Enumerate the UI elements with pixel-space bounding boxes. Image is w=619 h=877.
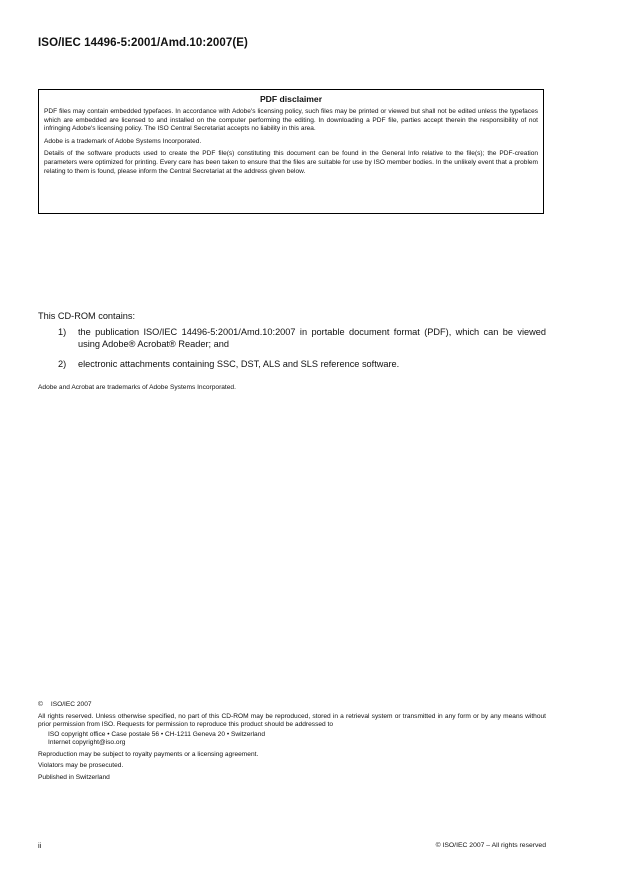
copyright-rights-text: All rights reserved. Unless otherwise specified, no part of this CD-ROM may be reproduced, stored in a retrieval system or transmitted in any form or by any means without prior permission from ISO. Requests for permission to reproduce this product should be addressed to	[38, 712, 546, 728]
copyright-holder: ISO/IEC 2007	[50, 701, 92, 708]
list-item-number: 1)	[58, 327, 67, 337]
copyright-block	[38, 701, 546, 785]
list-item-number: 2)	[58, 359, 67, 369]
list-item	[58, 327, 546, 350]
page-number: ii	[38, 841, 42, 850]
disclaimer-title: PDF disclaimer	[259, 94, 323, 104]
footer-rights: © ISO/IEC 2007 – All rights reserved	[435, 842, 546, 849]
cd-rom-intro: This CD-ROM contains:	[38, 311, 135, 321]
disclaimer-paragraph-typefaces: PDF files may contain embedded typefaces. In accordance with Adobe's licensing policy, such files may be printed or viewed but shall not be edited unless the typefaces which are embedded are licensed to and installed on the computer performing the editing. In downloading a PDF file, parties accept therein the responsibility of not infringing Adobe's licensing policy. The ISO Central Secretariat accepts no liability in this area.	[44, 108, 538, 133]
list-item-text: the publication ISO/IEC 14496-5:2001/Amd.10:2007 in portable document format (PDF), which can be viewed using Adobe® Acrobat® Reader; and	[78, 327, 546, 349]
copyright-address: ISO copyright office • Case postale 56 • CH-1211 Geneva 20 • Switzerland	[48, 730, 266, 738]
copyright-published-note: Published in Switzerland	[38, 773, 110, 781]
trademark-note: Adobe and Acrobat are trademarks of Adobe Systems Incorporated.	[38, 384, 236, 391]
list-item-text: electronic attachments containing SSC, DST, ALS and SLS reference software.	[78, 359, 400, 369]
document-id-header: ISO/IEC 14496-5:2001/Amd.10:2007(E)	[38, 37, 248, 49]
copyright-royalty-note: Reproduction may be subject to royalty payments or a licensing agreement.	[38, 750, 259, 758]
copyright-line	[38, 701, 546, 710]
copyright-internet: Internet copyright@iso.org	[48, 739, 126, 746]
list-item	[58, 359, 546, 371]
disclaimer-paragraph-details: Details of the software products used to create the PDF file(s) constituting this document can be found in the General Info relative to the file(s); the PDF-creation parameters were optimized for printing. Every care has been taken to ensure that the files are suitable for use by ISO member bodies. In the unlikely event that a problem relating to them is found, please inform the Central Secretariat at the address given below.	[44, 150, 538, 175]
copyright-violators-note: Violators may be prosecuted.	[38, 762, 124, 769]
pdf-disclaimer-box	[38, 89, 544, 214]
disclaimer-paragraph-trademark: Adobe is a trademark of Adobe Systems Incorporated.	[44, 137, 202, 145]
copyright-symbol: ©	[38, 701, 43, 708]
